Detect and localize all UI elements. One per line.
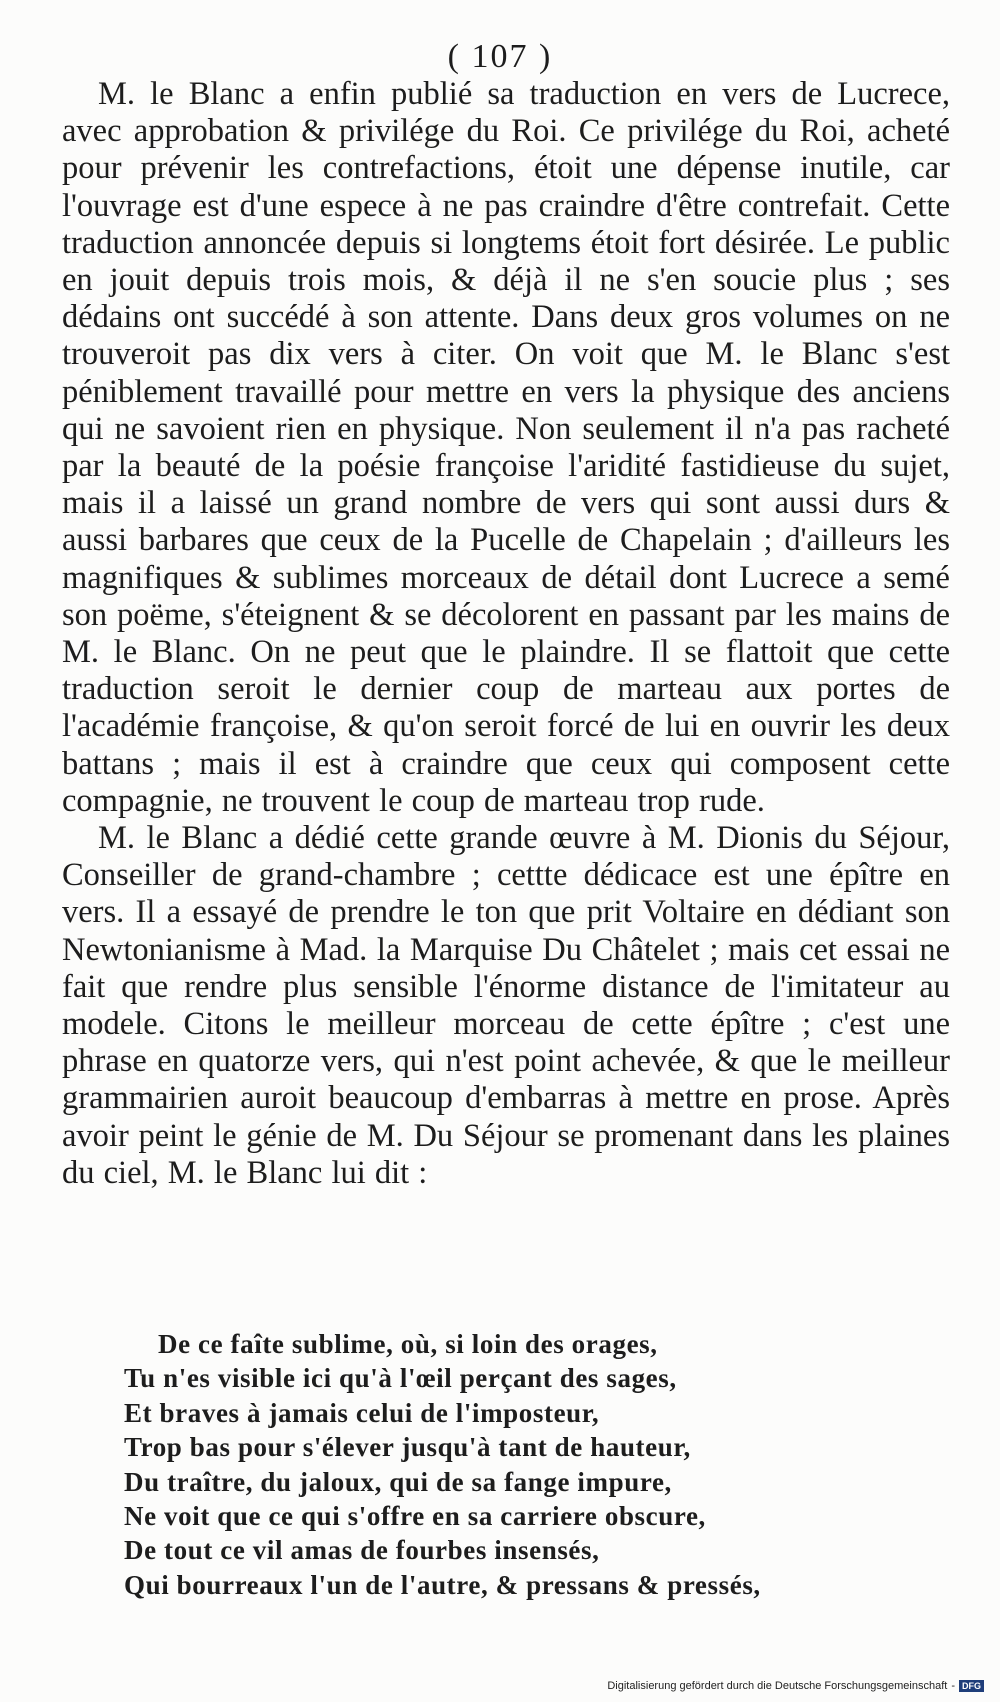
page-number: ( 107 ) — [447, 38, 553, 75]
digitization-footer: Digitalisierung gefördert durch die Deutsche Forschungsgemeinschaft - DFG — [607, 1680, 984, 1692]
paragraph: M. le Blanc a dédié cette grande œuvre à M. Dionis du Séjour, Conseiller de grand-chambre ; cettte dédicace est une épître en vers. Il a essayé de prendre le ton que prit Voltaire en dédiant son Newtonianisme à Mad. la Marquise Du Châtelet ; mais cet essai ne fait que rendre plus sensible l'énorme distance de l'imitateur au modele. Citons le meilleur morceau de cette épître ; c'est une phrase en quatorze vers, qui n'est point achevée, & que le meilleur grammairien auroit beaucoup d'embarras à mettre en prose. Après avoir peint le génie de M. Du Séjour se promenant dans les plaines du ciel, M. le Blanc lui dit : — [62, 820, 950, 1191]
verse-line: De tout ce vil amas de fourbes insensés, — [124, 1535, 600, 1566]
prose-body — [62, 76, 950, 1192]
verse-line: Qui bourreaux l'un de l'autre, & pressans & pressés, — [124, 1569, 761, 1600]
dfg-logo: DFG — [959, 1680, 984, 1692]
funding-credit: Digitalisierung gefördert durch die Deutsche Forschungsgemeinschaft — [607, 1680, 948, 1692]
verse-line: Ne voit que ce qui s'offre en sa carriere obscure, — [124, 1501, 706, 1532]
verse-line: Et braves à jamais celui de l'imposteur, — [124, 1397, 600, 1428]
paragraph: M. le Blanc a enfin publié sa traduction en vers de Lucrece, avec approbation & privilége du Roi. Ce privilége du Roi, acheté pour prévenir les contrefactions, étoit une dépense inutile, car l'ouvrage est d'une espece à ne pas craindre d'être contrefait. Cette traduction annoncée depuis si longtems étoit fort désirée. Le public en jouit depuis trois mois, & déjà il ne s'en soucie plus ; ses dédains ont succédé à son attente. Dans deux gros volumes on ne trouveroit pas dix vers à citer. On voit que M. le Blanc s'est péniblement travaillé pour mettre en vers la physique des anciens qui ne savoient rien en physique. Non seulement il n'a pas racheté par la beauté de la poésie françoise l'aridité fastidieuse du sujet, mais il a laissé un grand nombre de vers qui sont aussi durs & aussi barbares que ceux de la Pucelle de Chapelain ; d'ailleurs les magnifiques & sublimes morceaux de détail dont Lucrece a semé son poëme, s'éteignent & se décolorent en passant par les mains de M. le Blanc. On ne peut que le plaindre. Il se flattoit que cette traduction seroit le dernier coup de marteau aux portes de l'académie françoise, & qu'on seroit forcé de lui en ouvrir les deux battans ; mais il est à craindre que ceux qui composent cette compagnie, ne trouvent le coup de marteau trop rude. — [62, 76, 950, 819]
verse-line: Trop bas pour s'élever jusqu'à tant de hauteur, — [124, 1432, 691, 1463]
verse-quotation — [124, 1327, 924, 1602]
verse-line: Tu n'es visible ici qu'à l'œil perçant des sages, — [124, 1363, 677, 1394]
verse-line: Du traître, du jaloux, qui de sa fange impure, — [124, 1466, 672, 1497]
verse-line: De ce faîte sublime, où, si loin des orages, — [158, 1329, 658, 1359]
